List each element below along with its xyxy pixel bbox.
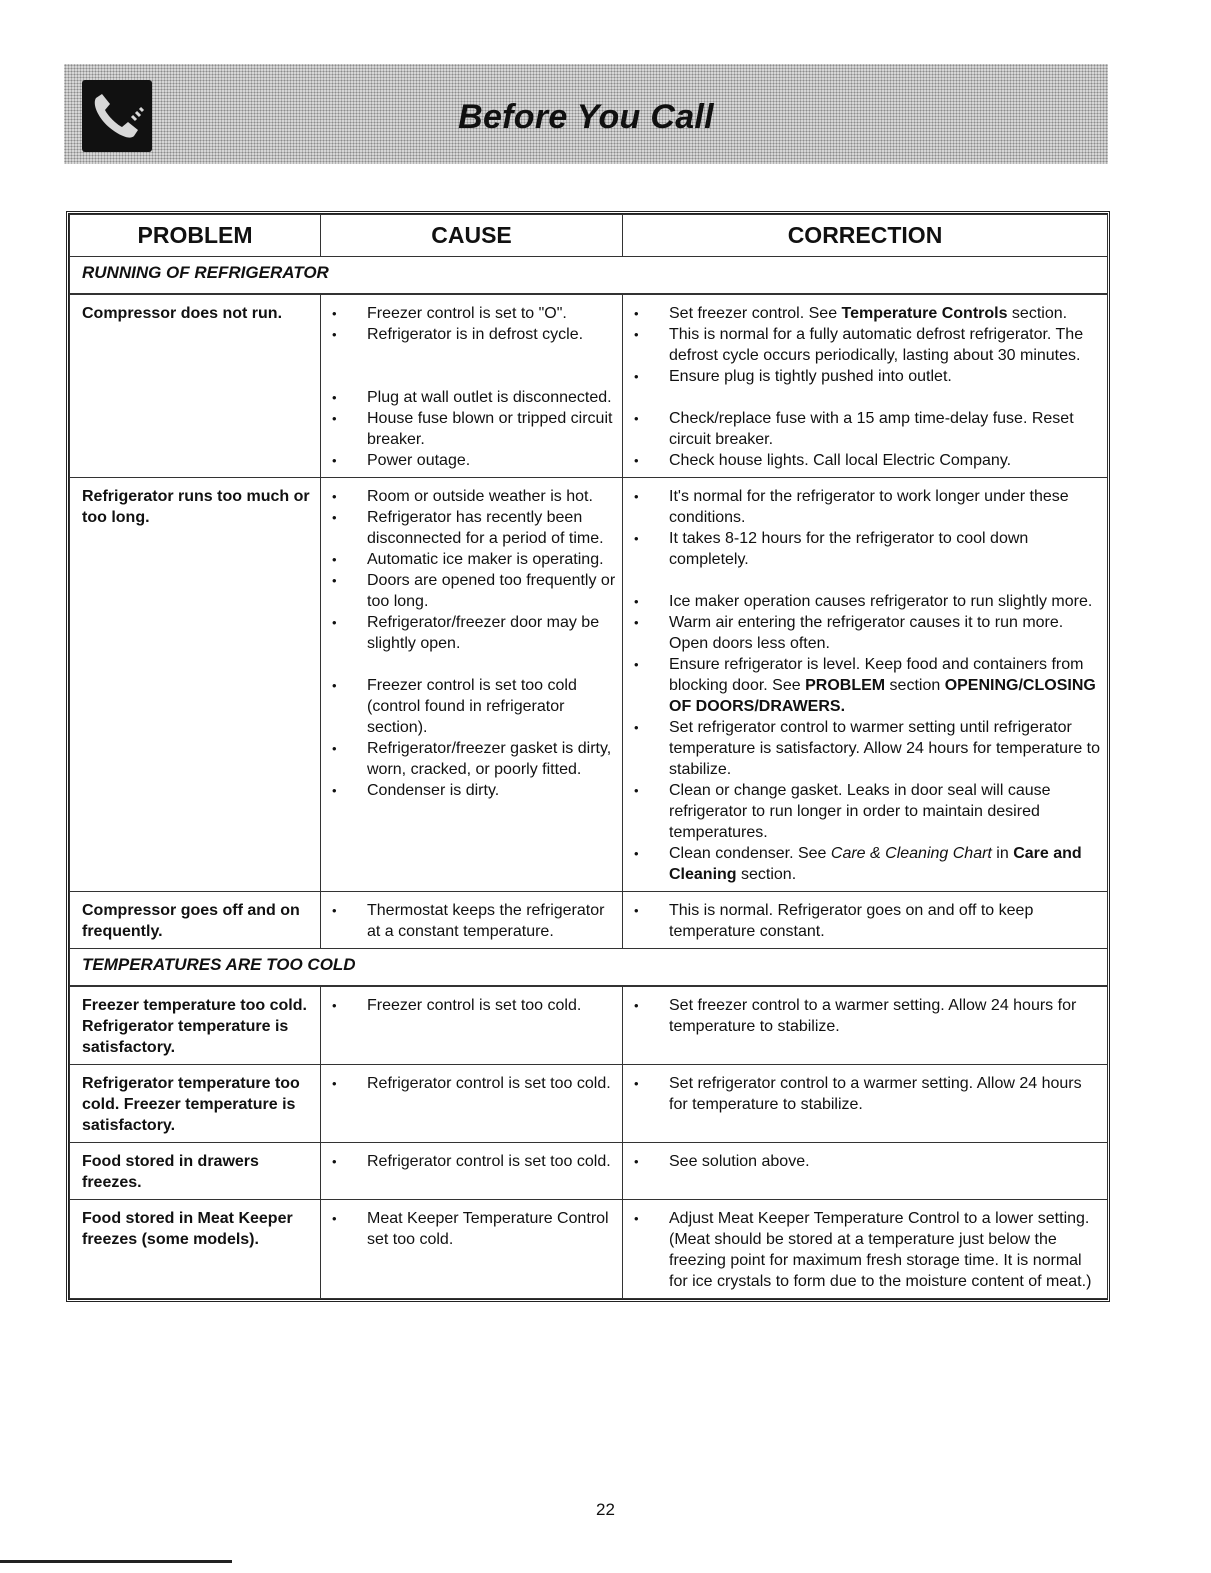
correction-item: • Ice maker operation causes refrigerator to run slightly more. [631,591,1101,612]
cause-item: • Thermostat keeps the refrigerator at a constant temperature. [329,900,616,942]
cause-item: • Doors are opened too frequently or too long. [329,570,616,612]
cause-item: • Automatic ice maker is operating. [329,549,616,570]
cause-cell [321,294,623,478]
correction-item: • Clean condenser. See Care & Cleaning Chart in Care and Cleaning section. [631,843,1101,885]
page-number: 22 [596,1500,615,1519]
cause-item: • Freezer control is set too cold. [329,995,616,1016]
cause-item: • Freezer control is set to "O". [329,303,616,324]
header-banner [64,64,1108,164]
section-row [70,257,1108,295]
cause-item: • Room or outside weather is hot. [329,486,616,507]
troubleshooting-table [66,211,1110,1302]
correction-item: • Set freezer control to a warmer setting. Allow 24 hours for temperature to stabilize. [631,995,1101,1037]
correction-cell [623,986,1108,1065]
cause-cell [321,892,623,949]
cause-cell [321,1065,623,1143]
cause-item: • House fuse blown or tripped circuit breaker. [329,408,616,450]
correction-item: • Ensure plug is tightly pushed into outlet. [631,366,1101,387]
correction-cell [623,294,1108,478]
section-title: RUNNING OF REFRIGERATOR [70,257,1108,295]
problem-cell: Compressor goes off and on frequently. [70,892,321,949]
correction-item: • Ensure refrigerator is level. Keep food and containers from blocking door. See PROBLEM section OPENING/CLOSING OF DOORS/DRAWERS. [631,654,1101,717]
cause-item: • Plug at wall outlet is disconnected. [329,387,616,408]
table-row [70,892,1108,949]
cause-cell [321,1200,623,1299]
cause-item: • Refrigerator has recently been disconnected for a period of time. [329,507,616,549]
section-title: TEMPERATURES ARE TOO COLD [70,949,1108,987]
correction-item: • Warm air entering the refrigerator causes it to run more. Open doors less often. [631,612,1101,654]
correction-header: CORRECTION [623,215,1108,257]
problem-cell: Refrigerator runs too much or too long. [70,478,321,892]
correction-item: • Set freezer control. See Temperature Controls section. [631,303,1101,324]
cause-item: • Refrigerator control is set too cold. [329,1073,616,1094]
problem-cell: Refrigerator temperature too cold. Freezer temperature is satisfactory. [70,1065,321,1143]
correction-item: • Check house lights. Call local Electric Company. [631,450,1101,471]
cause-header: CAUSE [321,215,623,257]
correction-cell [623,478,1108,892]
cause-item: • Refrigerator/freezer gasket is dirty, worn, cracked, or poorly fitted. [329,738,616,780]
cause-cell [321,1143,623,1200]
correction-item: • See solution above. [631,1151,1101,1172]
correction-cell [623,1143,1108,1200]
page-title: Before You Call [458,98,714,136]
table-row [70,1143,1108,1200]
correction-cell [623,1200,1108,1299]
section-row [70,949,1108,987]
table-row [70,1200,1108,1299]
cause-cell [321,478,623,892]
cause-item: • Refrigerator/freezer door may be slightly open. [329,612,616,654]
correction-item: • Set refrigerator control to a warmer setting. Allow 24 hours for temperature to stabilize. [631,1073,1101,1115]
cause-item: • Condenser is dirty. [329,780,616,801]
correction-item: • It takes 8-12 hours for the refrigerator to cool down completely. [631,528,1101,570]
correction-item: • Adjust Meat Keeper Temperature Control to a lower setting. (Meat should be stored at a temperature just below the freezing point for maximum fresh storage time. It is normal for ice crystals to form due to the moisture content of meat.) [631,1208,1101,1292]
cause-item: • Refrigerator is in defrost cycle. [329,324,616,345]
table-row [70,1065,1108,1143]
correction-cell [623,892,1108,949]
table-row [70,294,1108,478]
table-header-row [70,215,1108,257]
cause-cell [321,986,623,1065]
correction-cell [623,1065,1108,1143]
footer-rule [0,1560,232,1563]
cause-item: • Freezer control is set too cold (control found in refrigerator section). [329,675,616,738]
correction-item: • This is normal. Refrigerator goes on and off to keep temperature constant. [631,900,1101,942]
correction-item: • Set refrigerator control to warmer setting until refrigerator temperature is satisfactory. Allow 24 hours for temperature to stabilize. [631,717,1101,780]
table-row [70,478,1108,892]
correction-item: • Check/replace fuse with a 15 amp time-delay fuse. Reset circuit breaker. [631,408,1101,450]
cause-item: • Refrigerator control is set too cold. [329,1151,616,1172]
problem-cell: Freezer temperature too cold. Refrigerator temperature is satisfactory. [70,986,321,1065]
correction-item: • This is normal for a fully automatic defrost refrigerator. The defrost cycle occurs periodically, lasting about 30 minutes. [631,324,1101,366]
table-row [70,986,1108,1065]
problem-cell: Compressor does not run. [70,294,321,478]
problem-cell: Food stored in Meat Keeper freezes (some models). [70,1200,321,1299]
correction-item: • Clean or change gasket. Leaks in door seal will cause refrigerator to run longer in order to maintain desired temperatures. [631,780,1101,843]
problem-header: PROBLEM [70,215,321,257]
cause-item: • Meat Keeper Temperature Control set too cold. [329,1208,616,1250]
correction-item: • It's normal for the refrigerator to work longer under these conditions. [631,486,1101,528]
cause-item: • Power outage. [329,450,616,471]
problem-cell: Food stored in drawers freezes. [70,1143,321,1200]
